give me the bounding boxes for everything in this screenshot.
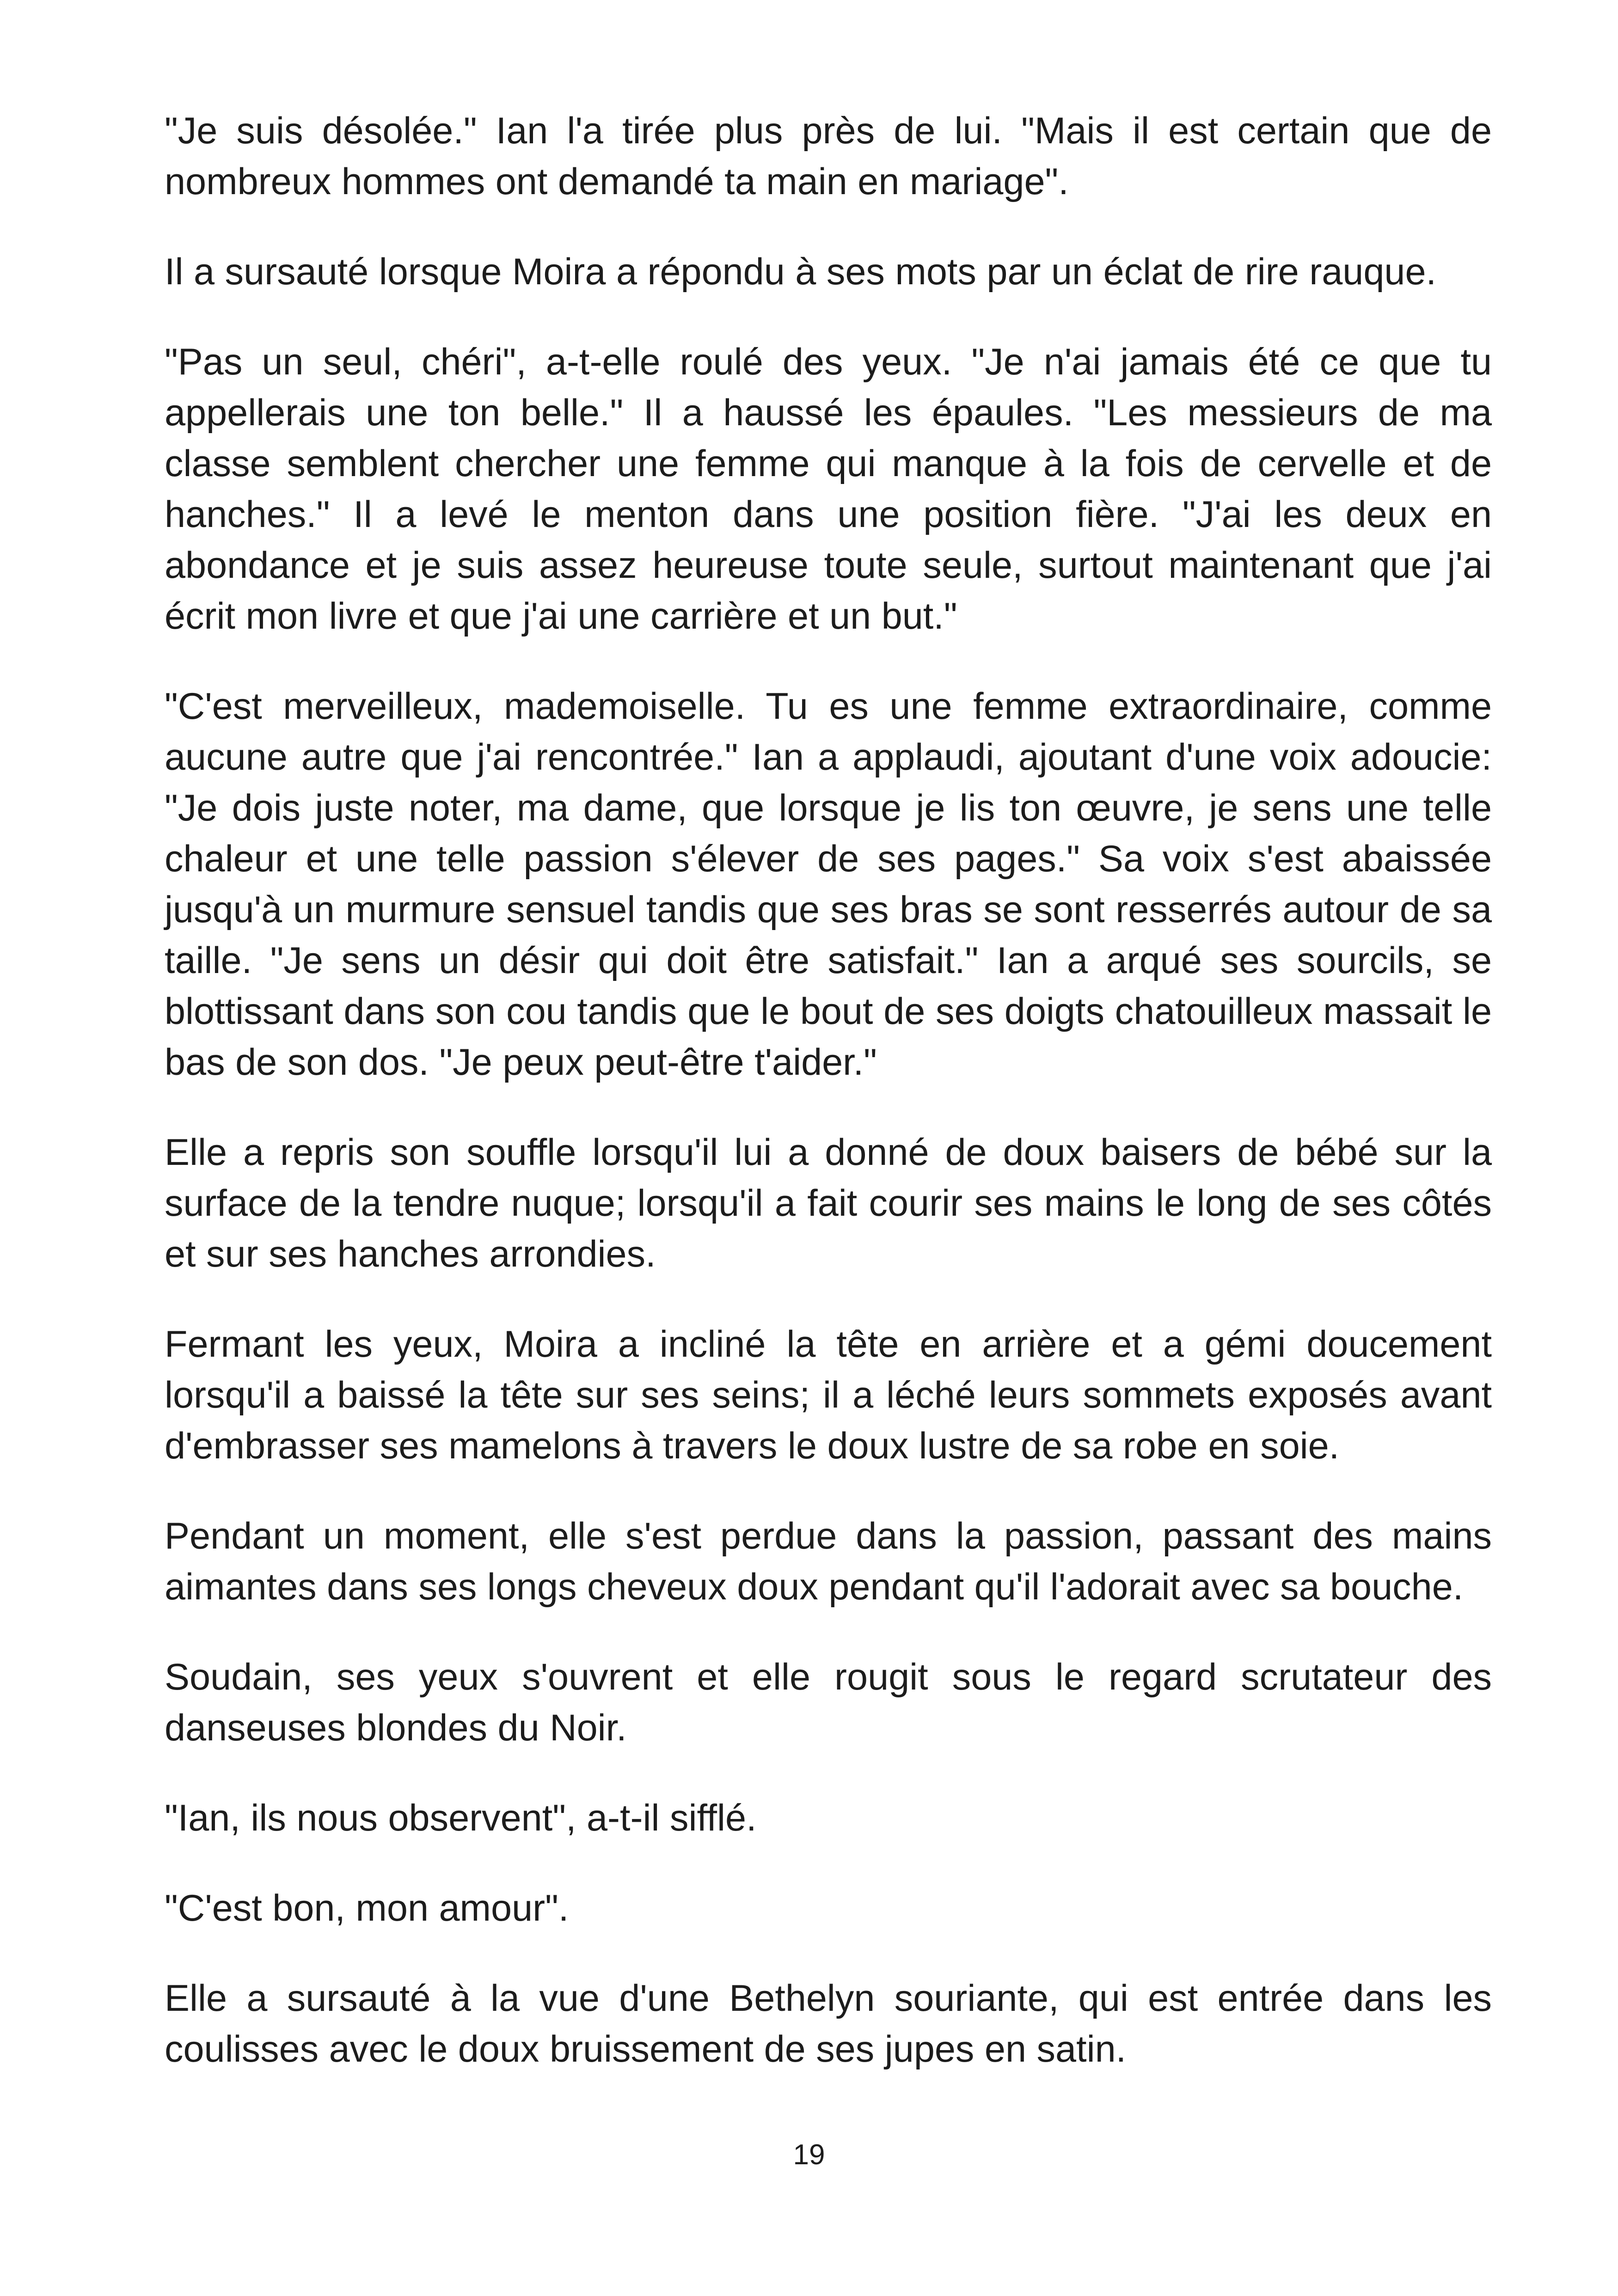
paragraph: "Pas un seul, chéri", a-t-elle roulé des yeux. "Je n'ai jamais été ce que tu appellerais une ton belle." Il a haussé les épaules. "Les messieurs de ma classe semblent chercher une femme qui manque à la fois de cervelle et de hanches." Il a levé le menton dans une position fière. "J'ai les deux en abondance et je suis assez heureuse toute seule, surtout maintenant que j'ai écrit mon livre et que j'ai une carrière et un but.": [165, 341, 1492, 637]
paragraph: "Je suis désolée." Ian l'a tirée plus près de lui. "Mais il est certain que de nombreux hommes ont demandé ta main en mariage".: [165, 110, 1492, 202]
page-number: 19: [793, 2139, 825, 2171]
paragraph: Pendant un moment, elle s'est perdue dans la passion, passant des mains aimantes dans ses longs cheveux doux pendant qu'il l'adorait avec sa bouche.: [165, 1515, 1492, 1608]
paragraph: "Ian, ils nous observent", a-t-il sifflé.: [165, 1797, 757, 1839]
paragraph: Elle a repris son souffle lorsqu'il lui a donné de doux baisers de bébé sur la surface de la tendre nuque; lorsqu'il a fait courir ses mains le long de ses côtés et sur ses hanches arrondies.: [165, 1132, 1492, 1275]
paragraph: "C'est merveilleux, mademoiselle. Tu es une femme extraordinaire, comme aucune autre que j'ai rencontrée." Ian a applaudi, ajoutant d'une voix adoucie: "Je dois juste noter, ma dame, que lorsque je lis ton œuvre, je sens une telle chaleur et une telle passion s'élever de ses pages." Sa voix s'est abaissée jusqu'à un murmure sensuel tandis que ses bras se sont resserrés autour de sa taille. "Je sens un désir qui doit être satisfait." Ian a arqué ses sourcils, se blottissant dans son cou tandis que le bout de ses doigts chatouilleux massait le bas de son dos. "Je peux peut-être t'aider.": [165, 686, 1492, 1083]
paragraph: Il a sursauté lorsque Moira a répondu à ses mots par un éclat de rire rauque.: [165, 251, 1436, 293]
paragraph: Elle a sursauté à la vue d'une Bethelyn souriante, qui est entrée dans les coulisses avec le doux bruissement de ses jupes en satin.: [165, 1978, 1492, 2070]
body-text: [165, 105, 1492, 2114]
paragraph: "C'est bon, mon amour".: [165, 1887, 569, 1929]
paragraph: Soudain, ses yeux s'ouvrent et elle rougit sous le regard scrutateur des danseuses blondes du Noir.: [165, 1656, 1492, 1749]
paragraph: Fermant les yeux, Moira a incliné la tête en arrière et a gémi doucement lorsqu'il a baissé la tête sur ses seins; il a léché leurs sommets exposés avant d'embrasser ses mamelons à travers le doux lustre de sa robe en soie.: [165, 1323, 1492, 1467]
